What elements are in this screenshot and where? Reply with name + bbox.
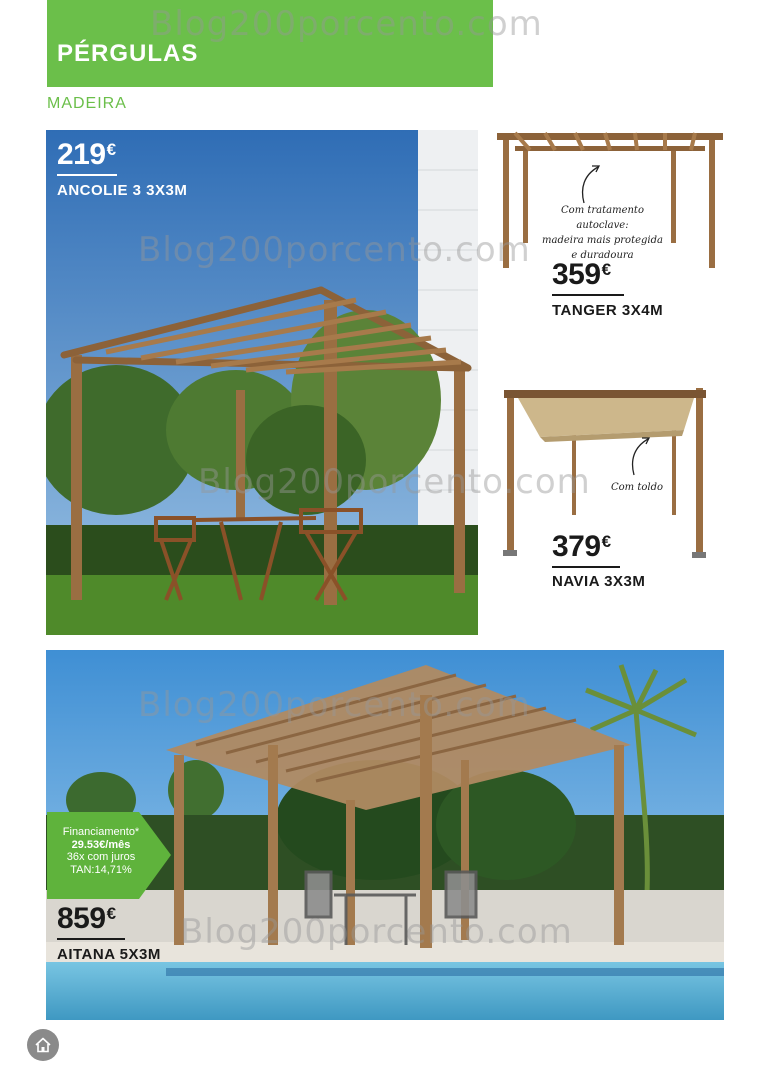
financing-tan: TAN:14,71% [70, 863, 132, 876]
tanger-note-line-1: Com tratamento autoclave: [561, 205, 644, 231]
header-bar [47, 0, 493, 87]
navia-price-value: 379 [552, 530, 601, 563]
home-icon [34, 1036, 52, 1054]
watermark-2: Blog200porcento.com [138, 230, 531, 270]
aitana-name: AITANA 5X3M [57, 946, 161, 963]
tanger-currency: € [601, 260, 611, 279]
home-button[interactable] [27, 1029, 59, 1061]
watermark-4: Blog200porcento.com [138, 685, 531, 725]
financing-label: Financiamento* [62, 826, 140, 838]
ancolie-price [57, 138, 116, 172]
aitana-price-value: 859 [57, 902, 106, 935]
tanger-note [535, 203, 670, 263]
ancolie-name: ANCOLIE 3 3X3M [57, 182, 188, 199]
tanger-name: TANGER 3X4M [552, 302, 664, 319]
tanger-price [552, 258, 611, 292]
ancolie-currency: € [106, 140, 116, 159]
tanger-arrow-icon [576, 163, 606, 205]
financing-terms: 36x com juros [66, 851, 136, 863]
section-subtitle: MADEIRA [47, 95, 127, 112]
financing-monthly: 29.53€/mês [71, 838, 131, 851]
navia-name: NAVIA 3X3M [552, 573, 646, 590]
tanger-note-line-3: e duradoura [571, 250, 634, 261]
aitana-price [57, 902, 116, 936]
tanger-underline [552, 294, 624, 296]
navia-arrow-icon [626, 435, 656, 477]
navia-currency: € [601, 532, 611, 551]
watermark-1: Blog200porcento.com [150, 4, 543, 44]
financing-badge [47, 812, 171, 899]
watermark-5: Blog200porcento.com [180, 912, 573, 952]
tanger-note-line-2: madeira mais protegida [542, 235, 663, 246]
navia-underline [552, 566, 620, 568]
navia-price [552, 530, 611, 564]
navia-note [602, 480, 672, 495]
ancolie-underline [57, 174, 117, 176]
ancolie-photo [46, 130, 478, 635]
watermark-3: Blog200porcento.com [198, 462, 591, 502]
aitana-underline [57, 938, 125, 940]
ancolie-illustration [46, 130, 478, 635]
navia-note-line-1: Com toldo [611, 482, 663, 493]
ancolie-price-value: 219 [57, 138, 106, 171]
financing-text [47, 826, 155, 876]
tanger-price-value: 359 [552, 258, 601, 291]
aitana-currency: € [106, 904, 116, 923]
page-title: PÉRGULAS [57, 40, 199, 67]
